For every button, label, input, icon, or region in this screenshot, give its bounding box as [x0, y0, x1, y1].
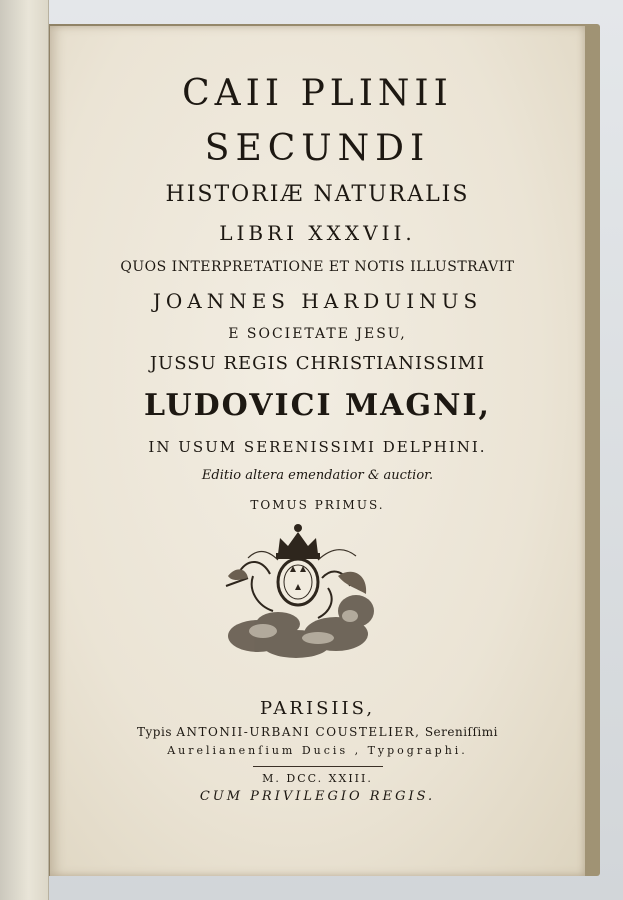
title-line-books: LIBRI XXXVII. — [219, 221, 416, 245]
imprint-rule — [253, 766, 383, 767]
title-line-society: E SOCIETATE JESU, — [228, 326, 407, 342]
facing-page-edge — [0, 0, 49, 900]
imprint-printer-suffix: Sereniſſimi — [424, 725, 498, 739]
imprint-year: M. DCC. XXIII. — [262, 772, 373, 785]
title-page — [50, 26, 585, 876]
imprint — [50, 696, 585, 807]
title-block — [50, 66, 585, 520]
title-line-author: CAII PLINII — [182, 73, 453, 114]
imprint-printer — [50, 722, 585, 742]
title-line-editor: JOANNES HARDUINUS — [152, 289, 483, 313]
royal-crest-emblem-icon — [218, 516, 378, 661]
imprint-privilege: CUM PRIVILEGIO REGIS. — [199, 789, 436, 804]
title-line-edition: Editio altera emendatior & auctior. — [201, 468, 434, 483]
imprint-printer-name: ANTONII-URBANI COUSTELIER, — [176, 725, 421, 739]
imprint-printer-prefix: Typis — [137, 725, 172, 739]
title-line-illustravit: QUOS INTERPRETATIONE ET NOTIS ILLUSTRAVIT — [120, 259, 515, 275]
title-line-ludovici: LUDOVICI MAGNI, — [144, 388, 491, 423]
title-line-delphini: IN USUM SERENISSIMI DELPHINI. — [148, 438, 487, 456]
title-line-secundi: SECUNDI — [204, 128, 431, 169]
title-line-tomus: TOMUS PRIMUS. — [250, 498, 385, 512]
title-line-work: HISTORIÆ NATURALIS — [165, 182, 470, 207]
imprint-printer-title: Aurelianenſium Ducis , Typographi. — [167, 744, 468, 757]
imprint-city: PARISIIS, — [259, 698, 376, 719]
title-line-jussu: JUSSU REGIS CHRISTIANISSIMI — [149, 353, 486, 374]
